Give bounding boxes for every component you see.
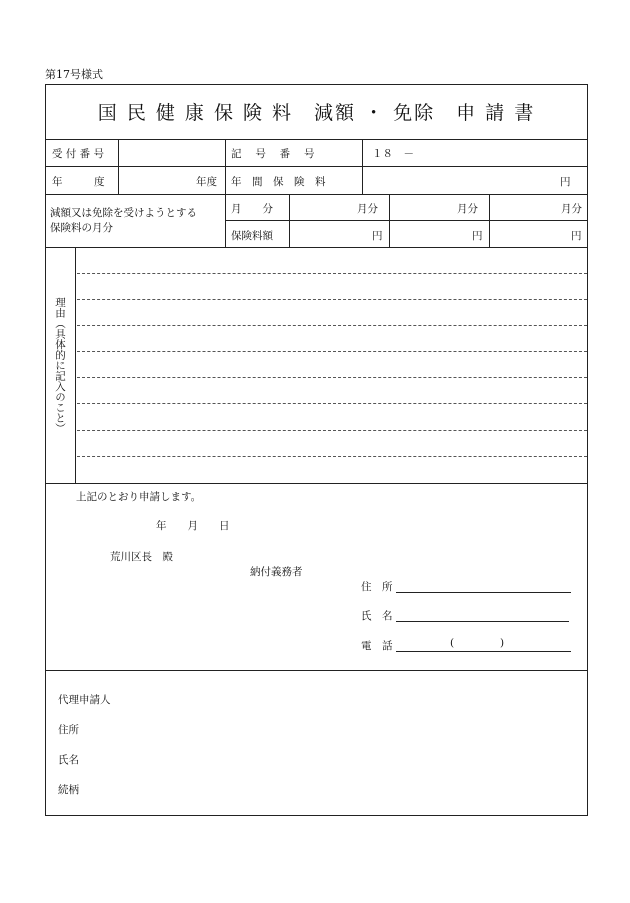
divider xyxy=(45,670,588,671)
reason-line[interactable] xyxy=(77,299,587,300)
fiscal-year-label: 年 度 xyxy=(52,176,105,188)
agent-address-label: 住所 xyxy=(58,724,79,736)
receipt-number-label: 受 付 番 号 xyxy=(52,148,105,160)
divider xyxy=(362,139,363,194)
form-title: 国 民 健 康 保 険 料 減額 ・ 免除 申 請 書 xyxy=(97,102,536,124)
month-unit-1[interactable]: 月分 xyxy=(357,203,378,215)
month-unit-3[interactable]: 月分 xyxy=(561,203,582,215)
receipt-number-field[interactable] xyxy=(120,141,223,164)
agent-name-label: 氏名 xyxy=(58,754,79,766)
obligor-phone-field[interactable] xyxy=(396,651,571,652)
form-number: 第17号様式 xyxy=(45,68,103,81)
reason-line[interactable] xyxy=(77,273,587,274)
divider xyxy=(389,194,390,247)
premium-yen-2[interactable]: 円 xyxy=(472,230,483,242)
divider xyxy=(45,166,588,167)
divider xyxy=(45,139,588,140)
premium-yen-1[interactable]: 円 xyxy=(372,230,383,242)
divider xyxy=(118,139,119,194)
divider xyxy=(45,194,588,195)
premium-yen-3[interactable]: 円 xyxy=(571,230,582,242)
reason-line[interactable] xyxy=(77,377,587,378)
obligor-address-field[interactable] xyxy=(396,592,571,593)
divider xyxy=(289,194,290,247)
obligor-name-field[interactable] xyxy=(396,621,569,622)
divider xyxy=(225,220,588,221)
agent-title: 代理申請人 xyxy=(58,694,111,706)
obligor-phone-label: 電 話 xyxy=(361,640,393,652)
phone-paren-close: ) xyxy=(500,637,505,649)
declaration-statement: 上記のとおり申請します。 xyxy=(76,491,202,503)
agent-relationship-label: 続柄 xyxy=(58,784,79,796)
reason-label: 理由（具体的に記入のこと） xyxy=(54,297,66,434)
divider xyxy=(75,247,76,483)
divider xyxy=(45,483,588,484)
reduction-months-label: 減額又は免除を受けようとする 保険料の月分 xyxy=(50,207,197,234)
divider xyxy=(225,139,226,247)
reason-line[interactable] xyxy=(77,325,587,326)
code-number-value[interactable]: １８ － xyxy=(372,148,414,160)
month-label: 月 分 xyxy=(231,203,273,215)
obligor-name-label: 氏 名 xyxy=(361,610,393,622)
annual-premium-label: 年 間 保 険 料 xyxy=(231,176,326,188)
reason-line[interactable] xyxy=(77,351,587,352)
month-unit-2[interactable]: 月分 xyxy=(457,203,478,215)
premium-amount-label: 保険料額 xyxy=(231,230,273,242)
phone-paren-open: ( xyxy=(450,637,455,649)
divider xyxy=(45,247,588,248)
fiscal-year-unit[interactable]: 年度 xyxy=(196,176,217,188)
annual-premium-yen[interactable]: 円 xyxy=(560,176,571,188)
addressee: 荒川区長 殿 xyxy=(110,551,173,563)
reason-line[interactable] xyxy=(77,403,587,404)
reason-line[interactable] xyxy=(77,456,587,457)
divider xyxy=(489,194,490,247)
code-number-label: 記 号 番 号 xyxy=(231,148,315,160)
reason-line[interactable] xyxy=(77,430,587,431)
obligor-label: 納付義務者 xyxy=(250,566,303,578)
date-line[interactable]: 年 月 日 xyxy=(156,520,230,532)
obligor-address-label: 住 所 xyxy=(361,581,393,593)
